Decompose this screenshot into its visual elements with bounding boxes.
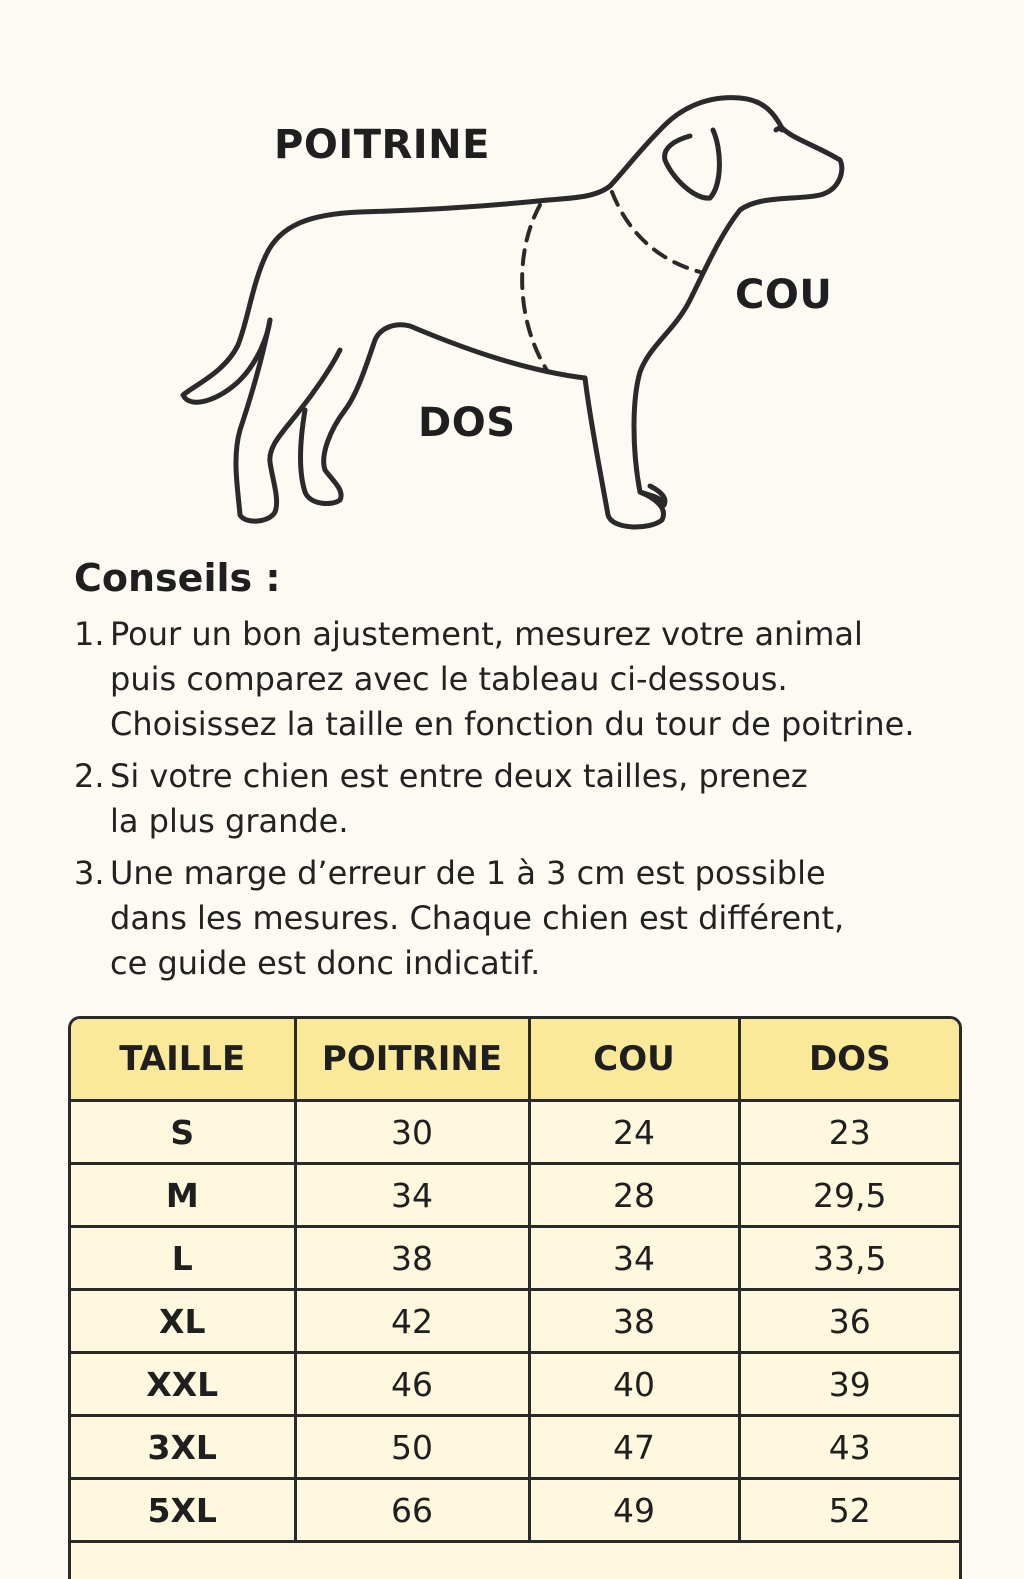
size-cell: 5XL	[71, 1479, 295, 1542]
tip-line: puis comparez avec le tableau ci-dessous.	[110, 660, 788, 698]
neck-cell: 28	[529, 1164, 739, 1227]
header-neck: COU	[529, 1019, 739, 1101]
header-size: TAILLE	[71, 1019, 295, 1101]
tip-item	[74, 754, 974, 844]
chest-cell: 38	[295, 1227, 529, 1290]
size-table-container	[68, 1016, 962, 1579]
tips-list	[74, 612, 974, 986]
tip-line: Pour un bon ajustement, mesurez votre animal	[110, 615, 863, 653]
neck-cell: 38	[529, 1290, 739, 1353]
neck-cell: 34	[529, 1227, 739, 1290]
tip-number: 1.	[74, 615, 105, 653]
header-chest: POITRINE	[295, 1019, 529, 1101]
tip-line: Une marge d’erreur de 1 à 3 cm est possible	[110, 854, 826, 892]
tip-line: dans les mesures. Chaque chien est différent,	[110, 899, 845, 937]
chest-label: POITRINE	[274, 122, 490, 168]
dog-diagram	[0, 0, 1024, 560]
chest-measure-line	[522, 205, 548, 372]
size-cell: XL	[71, 1290, 295, 1353]
table-row	[71, 1101, 959, 1164]
tip-item	[74, 851, 974, 986]
tip-line: Choisissez la taille en fonction du tour de poitrine.	[110, 705, 915, 743]
chest-cell: 66	[295, 1479, 529, 1542]
table-row	[71, 1479, 959, 1542]
size-cell: XXL	[71, 1353, 295, 1416]
neck-cell: 40	[529, 1353, 739, 1416]
back-cell: 33,5	[739, 1227, 959, 1290]
header-back: DOS	[739, 1019, 959, 1101]
tip-line: ce guide est donc indicatif.	[110, 944, 541, 982]
back-cell: 43	[739, 1416, 959, 1479]
tip-line: la plus grande.	[110, 802, 349, 840]
chest-cell: 50	[295, 1416, 529, 1479]
size-cell: L	[71, 1227, 295, 1290]
back-cell: 52	[739, 1479, 959, 1542]
neck-label: COU	[735, 272, 833, 318]
tips-title: Conseils :	[74, 556, 281, 600]
table-row	[71, 1353, 959, 1416]
table-row	[71, 1416, 959, 1479]
back-cell: 29,5	[739, 1164, 959, 1227]
neck-measure-line	[612, 192, 700, 272]
chest-cell: 30	[295, 1101, 529, 1164]
table-row	[71, 1164, 959, 1227]
neck-cell: 47	[529, 1416, 739, 1479]
chest-cell: 42	[295, 1290, 529, 1353]
back-cell: 23	[739, 1101, 959, 1164]
size-table	[71, 1019, 959, 1543]
chest-cell: 34	[295, 1164, 529, 1227]
tip-number: 3.	[74, 854, 105, 892]
tips-section	[74, 556, 974, 993]
neck-cell: 24	[529, 1101, 739, 1164]
dog-outline-icon	[0, 0, 1024, 560]
back-cell: 39	[739, 1353, 959, 1416]
tip-number: 2.	[74, 757, 105, 795]
table-header-row	[71, 1019, 959, 1101]
table-row	[71, 1290, 959, 1353]
back-label: DOS	[418, 400, 516, 446]
back-cell: 36	[739, 1290, 959, 1353]
chest-cell: 46	[295, 1353, 529, 1416]
tip-item	[74, 612, 974, 747]
tip-line: Si votre chien est entre deux tailles, prenez	[110, 757, 808, 795]
size-cell: M	[71, 1164, 295, 1227]
size-cell: 3XL	[71, 1416, 295, 1479]
size-cell: S	[71, 1101, 295, 1164]
table-row	[71, 1227, 959, 1290]
neck-cell: 49	[529, 1479, 739, 1542]
